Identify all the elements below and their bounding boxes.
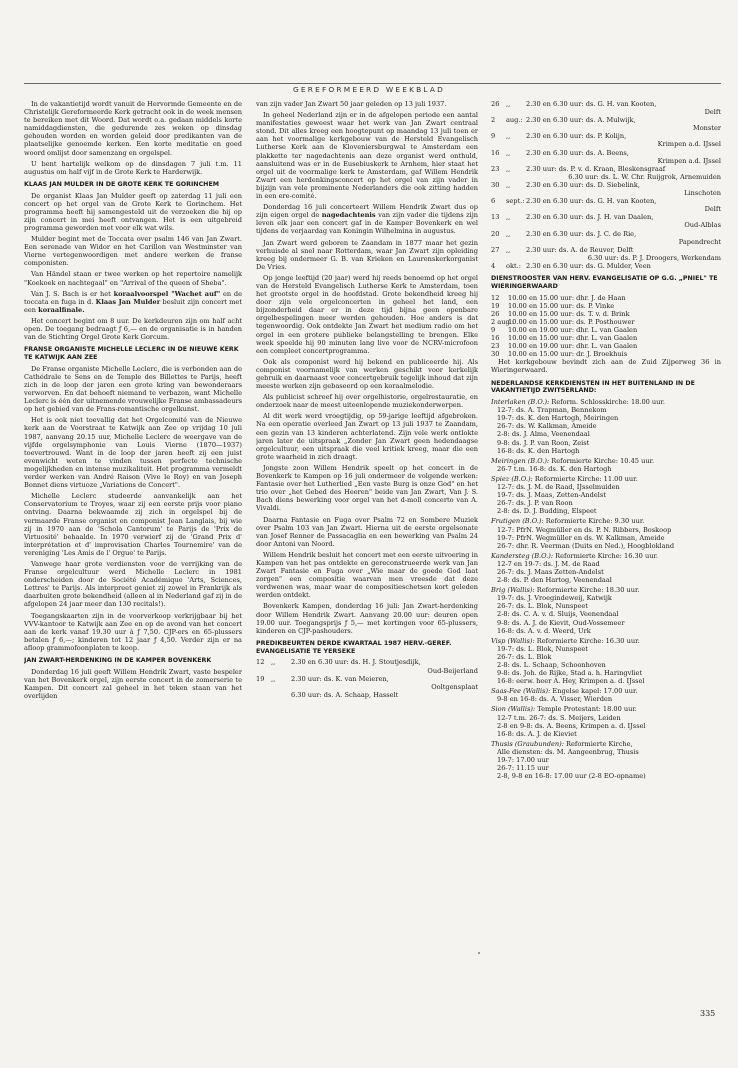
- intro-paragraph: U bent hartelijk welkom op de dinsdagen 7 juli t.m. 11 augustus om half vijf in de Grote Kerk te Harderwijk.: [24, 159, 242, 176]
- paragraph: Al dit werk werd vroegtijdig, op 59-jarige leeftijd afgebroken. Na een operatie overleed Jan Zwart op 13 juli 1937 te Zaandam, een gezin van 13 kinderen achterlatend. Zijn vele werk ontlokte jaren later de uitspraak „Zonder Jan Zwart geen hedendaagse orgelcultuur, een uitspraak die veel kritiek kreeg, maar die een grote waarheid in zich draagt.: [256, 412, 478, 461]
- column-2: [256, 100, 478, 1030]
- service-line: 2-8: ds. P. den Hartog, Veenendaal: [497, 576, 612, 585]
- schedule-item: 19 ,, 2.30 uur: ds. K. van Meieren, Ooltgensplaat: [256, 674, 478, 691]
- section-title-buitenland: NEDERLANDSE KERKDIENSTEN IN HET BUITENLAND IN DE VAKANTIETIJD ZWITSERLAND:: [491, 379, 695, 395]
- page-number: 335: [700, 1009, 716, 1018]
- service-line: 26-7: ds. W. Kalkman, Ameide: [497, 422, 597, 431]
- service-line: 12-7: ds. A. Trapman, Bennekom: [497, 406, 607, 415]
- service-line: 16-8: ds. A. v. d. Weerd, Urk: [497, 626, 591, 635]
- column-1: [24, 100, 242, 1030]
- paragraph: Vanwege haar grote verdiensten voor de verrijking van de Franse orgelcultuur werd Michelle Leclerc in 1981 onderscheiden door de Société Académique 'Arts, Sciences, Lettres' te Parijs. Als interpreet geniet zij zowel in Frankrijk als daarbuiten grote bekendheid (alleen al in Nederland gaf zij in de afgelopen 24 jaar meer dan 130 recitals!).: [24, 559, 242, 609]
- location-block: Frutigen (B.O.): Reformierte Kirche: 9.30 uur. 12-7: PfrN. Wegmüller en ds. P. N. Ribbers, Boskoop 19-7: PfrN. Wegmüller en ds. W. Kalkman, Ameide 26-7: dhr. R. Veerman (Duits en Ned.), Hoogblokland: [491, 517, 721, 549]
- service-line: 19-7: ds. J. Vroegindeweij, Katwijk: [497, 594, 612, 603]
- abroad-services: [491, 398, 721, 780]
- paragraph: Michelle Leclerc studeerde aanvankelijk aan het Conservatorium te Troyes, waar zij een eerste prijs voor piano ontving. Daarna bekwaamde zij zich in orgelspel bij de vermaarde Franse organist en componist Jean Langlais, bij wie zij in 1970 aan de 'Schola Cantorum' te Parijs de 'Prix de Virtuosité' behaalde. In 1970 verwierf zij de 'Grand Prix d' interprétation et d' improvisation Charles Tournemire' van de vereniging 'Les Amis de l' Orgue' te Parijs.: [24, 492, 242, 557]
- service-line: 26-7: ds. L. Blok: [497, 652, 552, 661]
- location-name: Saas-Fee (Wallis):: [491, 687, 551, 696]
- intro-paragraph: In de vakantietijd wordt vanuit de Hervormde Gemeente en de Christelijk Gereformeerde Kerk getracht ook in de week mensen te bereiken met dit Woord. Dat wordt o.a. gedaan middels korte namiddagdiensten, die gedurende zes weken op dinsdag gehouden worden en worden geleid door predikanten van de plaatselijke genoemde kerken. Een korte meditatie en goed woord omlijst door samenzang en orgelspel.: [24, 100, 242, 157]
- location-name: Brig (Wallis):: [491, 586, 535, 595]
- service-line: 26-7: 11.15 uur: [497, 764, 549, 773]
- location-block: Thusis (Graubunden): Reformierte Kirche, Alle diensten: ds. M. Aangeenbrug, Thusis 19-7: 17.00 uur 26-7: 11.15 uur 2-8, 9-8 en 16-8: 17.00 uur (2-8 EO-opname): [491, 740, 721, 780]
- location-block: Kandersteg (B.O.): Reformierte Kirche: 16.30 uur. 12-7 en 19-7: ds. J. M. de Raad 26-7: ds. J. Maas Zetten-Andelst 2-8: ds. P. den Hartog, Veenendaal: [491, 552, 721, 584]
- roster-row: 9 10.00 en 19.00 uur: dhr. L. van Gaalen: [491, 325, 638, 334]
- service-line: 12-7: ds. J. M. de Raad, IJsselmuiden: [497, 483, 620, 492]
- roster-row: 16 10.00 en 15.00 uur: dhr. L. van Gaalen: [491, 334, 638, 343]
- page-header: GEREFORMEERD WEEKBLAD: [292, 85, 446, 94]
- roster-row: 19 10.00 en 15.00 uur: ds. P. Vinke: [491, 301, 615, 310]
- service-line: 16-8: eerw. heer A. Hey, Krimpen a. d. IJssel: [497, 677, 645, 686]
- column-3: [491, 100, 721, 1030]
- service-line: 2-8 en 9-8: ds. A. Beens, Krimpen a. d. IJssel: [497, 721, 646, 730]
- location-block: Sion (Wallis): Temple Protestant: 18.00 uur. 12-7 t.m. 26-7: ds. S. Meijers, Leiden 2-8 en 9-8: ds. A. Beens, Krimpen a. d. IJssel 16-8: ds. A. J. de Kieviet: [491, 705, 721, 737]
- schedule-item: 26 ,, 2.30 en 6.30 uur: ds. G. H. van Kooten, Delft: [491, 100, 721, 117]
- paragraph: De organist Klaas Jan Mulder geeft op zaterdag 11 juli een concert op het orgel van de Grote Kerk te Gorinchem. Het programma heeft hij samengesteld uit de verzoeken die hij op zijn concert in mei heeft ontvangen. Het is een uitgebreid programma geworden met voor elk wat wils.: [24, 191, 242, 233]
- service-line: 26-7: ds. L. Blok, Nunspeet: [497, 602, 588, 611]
- service-line: 9-8 en 16-8: ds. A. Visser, Wierden: [497, 695, 613, 704]
- service-line: 12-7 t.m. 26-7: ds. S. Meijers, Leiden: [497, 713, 621, 722]
- schedule-list: [256, 658, 478, 698]
- service-line: 19-7: 17.00 uur: [497, 756, 549, 765]
- location-block: Spiez (B.O.): Reformierte Kirche: 11.00 uur. 12-7: ds. J. M. de Raad, IJsselmuiden 19-7: ds. J. Maas, Zetten-Andelst 26-7: ds. J. P. van Roon 2-8: ds. D. J. Budding, Elspeet: [491, 475, 721, 515]
- service-line: Alle diensten: ds. M. Aangeenbrug, Thusis: [497, 747, 639, 756]
- location-name: Kandersteg (B.O.):: [491, 551, 554, 560]
- section-title-predikbeurten: PREDIKBEURTEN DERDE KWARTAAL 1987 HERV.-GEREF. EVANGELISATIE TE YERSEKE: [256, 639, 452, 655]
- paragraph: De Franse organiste Michelle Leclerc, die is verbonden aan de Cathédrale te Sens en de Temple des Billettes te Parijs, heeft zich in de loop der jaren een grote kring van bewonderaars verworven. En dat behoeft niemand te verbazen, want Michelle Leclerc is één der uitnemende vrouwelijke Franse ambassadeurs op het gebied van de Frans-romantische orgelkunst.: [24, 364, 242, 414]
- schedule-item: 20 ,, 2.30 en 6.30 uur: ds. J. C. de Rie, Papendrecht: [491, 229, 721, 246]
- schedule-item: 23 ,, 2.30 uur: ds. P. v. d. Kraan, Bleskensgraaf 6.30 uur: ds. L. W. Chr. Ruijgrok, Arnemuiden: [491, 164, 721, 181]
- service-line: 2-8: ds. D. J. Budding, Elspeet: [497, 507, 597, 516]
- paragraph: Het concert begint om 8 uur. De kerkdeuren zijn om half acht open. De toegang bedraagt ƒ 6,— en de organisatie is in handen van de Stichting Orgel Grote Kerk Gorcum.: [24, 316, 242, 342]
- service-line: 9-8: ds. A. J. de Kievit, Oud-Vossemeer: [497, 618, 625, 627]
- location-name: Sion (Wallis):: [491, 705, 536, 714]
- location-block: Interlaken (B.O.): Reform. Schlosskirche: 18.00 uur. 12-7: ds. A. Trapman, Bennekom 19-7: ds. K. den Hartogh, Meiringen 26-7: ds. W. Kalkman, Ameide 2-8: ds. J. Alma, Veenendaal 9-8: ds. J. P. van Roon, Zeist 16-8: ds. K. den Hartogh: [491, 398, 721, 455]
- service-line: 16-8: ds. A. J. de Kieviet: [497, 729, 577, 738]
- service-line: 19-7: ds. L. Blok, Nunspeet: [497, 644, 588, 653]
- location-name: Thusis (Graubunden):: [491, 739, 564, 748]
- paragraph: van zijn vader Jan Zwart 50 jaar geleden op 13 juli 1937.: [256, 100, 447, 108]
- service-line: 2-8: ds. L. Schaap, Schoonhoven: [497, 661, 606, 669]
- print-mark: [478, 952, 480, 954]
- paragraph: Op jonge leeftijd (20 jaar) werd hij reeds benoemd op het orgel van de Hersteld Evangelisch Lutherse Kerk te Amsterdam, toen het grootste orgel in de hoofdstad. Grote bekendheid kreeg hij door zijn vele orgelconcerten in geheel het land, een bijzonderheid daar er in deze tijd bijna geen openbare orgelbespelingen meer werden gehouden. Hoe anders is dat tegenwoordig. Ook ontdekte Jan Zwart het medium radio om het orgel in een grotere publieke belangstelling te brengen. Elke week speelde hij 90 minuten lang live voor de NCRV-microfoon een compleet concertprogramma.: [256, 273, 478, 355]
- service-line: 2-8: ds. C. A. v. d. Sluijs, Veenendaal: [497, 610, 619, 619]
- section-title-leclerc: FRANSE ORGANISTE MICHELLE LECLERC IN DE NIEUWE KERK TE KATWIJK AAN ZEE: [24, 346, 239, 362]
- schedule-list: [491, 100, 721, 270]
- service-line: 2-8: ds. J. Alma, Veenendaal: [497, 430, 590, 439]
- service-line: 19-7: ds. K. den Hartogh, Meiringen: [497, 414, 619, 423]
- service-line: 26-7: ds. J. Maas Zetten-Andelst: [497, 567, 604, 576]
- header-rule: [24, 83, 721, 84]
- roster-row: 26 10.00 en 15.00 uur: ds. T. v. d. Brink: [491, 309, 630, 318]
- schedule-item: 4 okt.: 2.30 en 6.30 uur: ds. G. Mulder, Veen: [491, 261, 651, 270]
- paragraph: Als publicist schreef hij over orgelhistorie, orgelrestauratie, en onderzoek naar de meest uiteenlopende muziekonderwerpen.: [256, 393, 478, 410]
- schedule-item: 6 sept.: 2.30 en 6.30 uur: ds. G. H. van Kooten, Delft: [491, 197, 721, 214]
- schedule-item: 27 ,, 2.30 uur: ds. A. de Reuver, Delft 6.30 uur: ds. P. J. Droogers, Werkendam: [491, 245, 721, 262]
- roster-row: 2 aug.: 10.00 en 15.00 uur: ds. P. Posthouwer: [491, 317, 635, 326]
- location-name: Frutigen (B.O.):: [491, 517, 544, 526]
- service-line: 9-8: ds. J. P. van Roon, Zeist: [497, 438, 590, 447]
- paragraph: Willem Hendrik besluit het concert met een eerste uitvoering in Kampen van het pas ontdekte en gereconstrueerde werk van Jan Zwart Fantasie en Fuga over „Wie maar de goede God laat zorgen" een compositie waarvan men vreesde dat deze verdwenen was, maar waar de compositieschetsen kort geleden werden ontdekt.: [256, 550, 478, 600]
- roster-note: Het kerkgebouw bevindt zich aan de Zuid Zijperweg 36 in Wieringerwaard.: [491, 358, 721, 375]
- service-line: 26-7: dhr. R. Veerman (Duits en Ned.), Hoogblokland: [497, 541, 675, 550]
- location-name: Visp (Wallis):: [491, 636, 535, 645]
- service-line: 26-7 t.m. 16-8: ds. K. den Hartogh: [497, 464, 612, 473]
- service-line: 2-8, 9-8 en 16-8: 17.00 uur (2-8 EO-opname): [497, 772, 646, 781]
- paragraph: Jongste zoon Willem Hendrik speelt op het concert in de Bovenkerk te Kampen op 16 juli ondermeer de volgende werken: Fantasie over het Lutherlied „Een vaste Burg is onze God" en het trio over „het Gebed des Heeren" beide van Jan Zwart, Van J. S. Bach diens bewerking voor orgel van het d-moll concerto van A. Vivaldi.: [256, 463, 478, 513]
- roster-row: 30 10.00 en 15.00 uur: dr. J. Broekhuis: [491, 350, 628, 359]
- section-title-mulder: KLAAS JAN MULDER IN DE GROTE KERK TE GORINCHEM: [24, 180, 220, 188]
- schedule-item: 2 aug.: 2.30 en 6.30 uur: ds. A. Mulwijk, Monster: [491, 116, 721, 133]
- location-name: Spiez (B.O.):: [491, 474, 533, 483]
- paragraph: Daarna Fantasie en Fuga over Psalm 72 en Sombere Muziek over Psalm 103 van Jan Zwart. Hierna uit de eerste orgelsonate van Josef Renner de Passacaglia en een bewerking van Psalm 24 door Antoni van Noord.: [256, 515, 478, 548]
- schedule-item: 30 ,, 2.30 en 6.30 uur: ds. D. Siebelink, Linschoten: [491, 180, 721, 198]
- paragraph: Ook als componist werd hij bekend en publiceerde hij. Als componist voornamelijk van werken geschikt voor kerkelijk gebruik en daarnaast voor concertgebruik tegelijk inhoud dat zijn meeste werken zijn gebaseerd op een koraalmelodie.: [256, 357, 478, 391]
- section-title-zwart: JAN ZWART-HERDENKING IN DE KAMPER BOVENKERK: [24, 657, 212, 665]
- schedule-item: 16 ,, 2.30 en 6.30 uur: ds. A. Beens, Krimpen a.d. IJssel: [491, 148, 721, 165]
- schedule-item: 6.30 uur: ds. A. Schaap, Hasselt: [291, 690, 399, 699]
- service-line: 12-7 en 19-7: ds. J. M. de Raad: [497, 559, 600, 568]
- location-name: Meiringen (B.O.):: [491, 456, 550, 465]
- service-line: 9-8: ds. Joh. de Rijke, Stad a. h. Haringvliet: [497, 669, 643, 678]
- paragraph: Donderdag 16 juli geeft Willem Hendrik Zwart, vaste bespeler van het Bovenkerk orgel, zijn eerste concert in de zomerserie te Kampen. Dit concert zal geheel in het teken staan van het overlijden: [24, 667, 242, 701]
- service-line: 12-7: PfrN. Wegmüller en ds. P. N. Ribbers, Boskoop: [497, 525, 672, 534]
- paragraph: Mulder begint met de Toccata over psalm 146 van Jan Zwart. Een serenade van Widor en het Carillon van Westminster van Vierne vertegenwoordigen met andere werken de franse componisten.: [24, 235, 242, 268]
- location-name: Interlaken (B.O.):: [491, 398, 550, 407]
- paragraph: In geheel Nederland zijn er in de afgelopen periode een aantal manifestaties geweest waar het werk van Jan Zwart centraal stond. Dit alles kreeg een hoogtepunt op maandag 13 juli toen er aan het voormalige kerkgebouw van de Hersteld Evangelisch Lutherse Kerk aan de Kloveniersburgwal te Amsterdam een plakkette ter nagedachtenis aan deze organist werd onthuld, aansluitend was er in de Eusebiuskerk te Arnhem, hier staat het orgel uit de voormalige kerk te Amsterdam, gaf Willem Hendrik Zwart een herdenkingsconcert op het orgel van zijn vader in bijzijn van vele prominente Nederlanders die ook zitting hadden in een ere-comité.: [256, 111, 478, 201]
- location-block: Saas-Fee (Wallis): Engelse kapel: 17.00 uur. 9-8 en 16-8: ds. A. Visser, Wierden: [491, 687, 721, 703]
- paragraph: Van J. S. Bach is er het koraalvoorspel "Wachet auf" en de toccata en fuga in d. Klaas Jan Mulder besluit zijn concert met een koraalfinale.: [24, 289, 242, 314]
- service-line: 16-8: ds. K. den Hartogh: [497, 446, 580, 455]
- paragraph: Toegangskaarten zijn in de voorverkoop verkrijgbaar bij het VVV-kantoor te Katwijk aan Zee en op de avond van het concert aan de kerk vanaf 19.30 uur à ƒ 7,50. CJP-ers en 65-plussers betalen ƒ 6,—; kinderen tot 12 jaar ƒ 4,50. Verder zijn er na afloop grammofoonplaten te koop.: [24, 611, 242, 652]
- paragraph: Van Händel staan er twee werken op het repertoire namelijk "Koekoek en nachtegaal" en "Arrival of the queen of Sheba".: [24, 270, 242, 287]
- paragraph: Jan Zwart werd geboren te Zaandam in 1877 maar het gezin verhuisde al snel naar Rotterdam, waar Jan Zwart zijn opleiding kreeg bij ondermeer G. B. van Krieken en Laurenskerkorganist De Vries.: [256, 238, 478, 271]
- schedule-item: 12 ,, 2.30 en 6.30 uur: ds. H. J. Stoutjesdijk, Oud-Beijerland: [256, 658, 478, 675]
- location-block: Meiringen (B.O.): Reformierte Kirche: 10.45 uur. 26-7 t.m. 16-8: ds. K. den Hartogh: [491, 457, 721, 473]
- paragraph: Donderdag 16 juli concerteert Willem Hendrik Zwart dus op zijn eigen orgel de nagedachtenis van zijn vader die tijdens zijn leven elk jaar een concert gaf in de Kamper Bovenkerk en wel tijdens de verjaardag van Koningin Wilhelmina in augustus.: [256, 203, 478, 236]
- service-line: 19-7: PfrN. Wegmüller en ds. W. Kalkman, Ameide: [497, 533, 665, 542]
- service-line: 19-7: ds. J. Maas, Zetten-Andelst: [497, 491, 606, 500]
- roster-row: 23 10.00 en 19.00 uur: dhr. L. van Gaalen: [491, 342, 638, 351]
- service-line: 26-7: ds. J. P. van Roon: [497, 499, 573, 508]
- location-block: Visp (Wallis): Reformierte Kirche: 16.30 uur. 19-7: ds. L. Blok, Nunspeet 26-7: ds. L. Blok 2-8: ds. L. Schaap, Schoonhoven 9-8: ds. Joh. de Rijke, Stad a. h. Haringvliet 16-8: eerw. heer A. Hey, Krimpen a. d. IJssel: [491, 637, 721, 686]
- schedule-item: 13 ,, 2.30 en 6.30 uur: ds. J. H. van Daalen, Oud-Alblas: [491, 213, 721, 230]
- section-title-dienstrooster: DIENSTROOSTER VAN HERV. EVANGELISATIE OP G.G. „PNIEL" TE WIERINGERWAARD: [491, 274, 718, 290]
- location-block: Brig (Wallis): Reformierte Kirche: 18.30 uur. 19-7: ds. J. Vroegindeweij, Katwijk 26-7: ds. L. Blok, Nunspeet 2-8: ds. C. A. v. d. Sluijs, Veenendaal 9-8: ds. A. J. de Kievit, Oud-Vossemeer 16-8: ds. A. v. d. Weerd, Urk: [491, 586, 721, 635]
- schedule-item: 9 ,, 2.30 en 6.30 uur: ds. P. Kolijn, Krimpen a.d. IJssel: [491, 132, 721, 149]
- roster-row: 12 10.00 en 15.00 uur: dhr. J. de Haan: [491, 293, 626, 302]
- duty-roster: [491, 294, 721, 359]
- paragraph: Bovenkerk Kampen, donderdag 16 juli: Jan Zwart-herdenking door Willem Hendrik Zwart. Aanvang 20.00 uur: deuren open 19.00 uur. Toegangsprijs ƒ 5,— met kortingen voor 65-plussers, kinderen en CJP-pashouders.: [256, 602, 478, 635]
- paragraph: Het is ook niet toevallig dat het Orgelcomité van de Nieuwe kerk aan de Voorstraat te Katwijk aan Zee op vrijdag 10 juli 1987, aanvang 20.15 uur, Michelle Leclerc de weergave van de vijfde orgelsymphonie van Louis Vierne (1870—1937) toevertrouwd. Want in de loop der jaren heeft zij een juist evenwicht weten te vinden tussen perfecte technische mogelijkheden en intense muzikaliteit. Het programma vermeldt verder werken van André Raison (Vive le Roy) en van Joseph Bonnet diens virtuoze „Variations de Concert".: [24, 416, 242, 490]
